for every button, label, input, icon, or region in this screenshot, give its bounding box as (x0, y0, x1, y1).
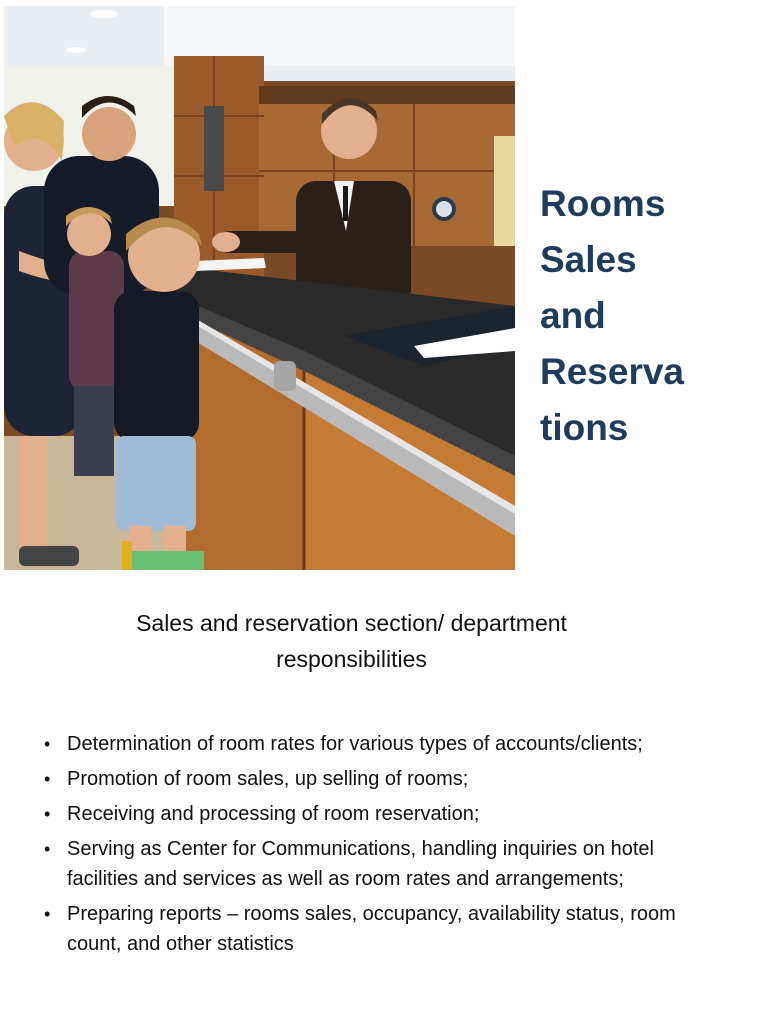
title-line-4: Reserva (540, 351, 685, 392)
list-item-text: Determination of room rates for various types of accounts/clients; (67, 733, 643, 755)
list-item (42, 834, 682, 894)
bullet-icon: • (44, 839, 51, 859)
list-item-text: Serving as Center for Communications, handling inquiries on hotel facilities and services as well as room rates and arrangements; (67, 838, 654, 890)
list-item (42, 899, 682, 959)
list-item (42, 729, 682, 759)
title-line-2: Sales (540, 239, 637, 280)
list-item-text: Receiving and processing of room reservation; (67, 803, 480, 825)
title-line-5: tions (540, 407, 629, 448)
bullet-icon: • (44, 734, 51, 754)
bullet-icon: • (44, 904, 51, 924)
list-item-text: Preparing reports – rooms sales, occupancy, availability status, room count, and other statistics (67, 903, 676, 955)
title-line-1: Rooms (540, 183, 666, 224)
bullet-icon: • (44, 804, 51, 824)
list-item-text: Promotion of room sales, up selling of rooms; (67, 768, 469, 790)
hotel-front-desk-photo (4, 6, 515, 570)
slide-title (540, 176, 760, 456)
front-desk-scene-illustration (4, 6, 515, 570)
list-item (42, 799, 682, 829)
responsibilities-list (42, 729, 682, 964)
title-line-3: and (540, 295, 606, 336)
slide-subtitle: Sales and reservation section/ department responsibilities (136, 610, 567, 672)
bullet-icon: • (44, 769, 51, 789)
list-item (42, 764, 682, 794)
